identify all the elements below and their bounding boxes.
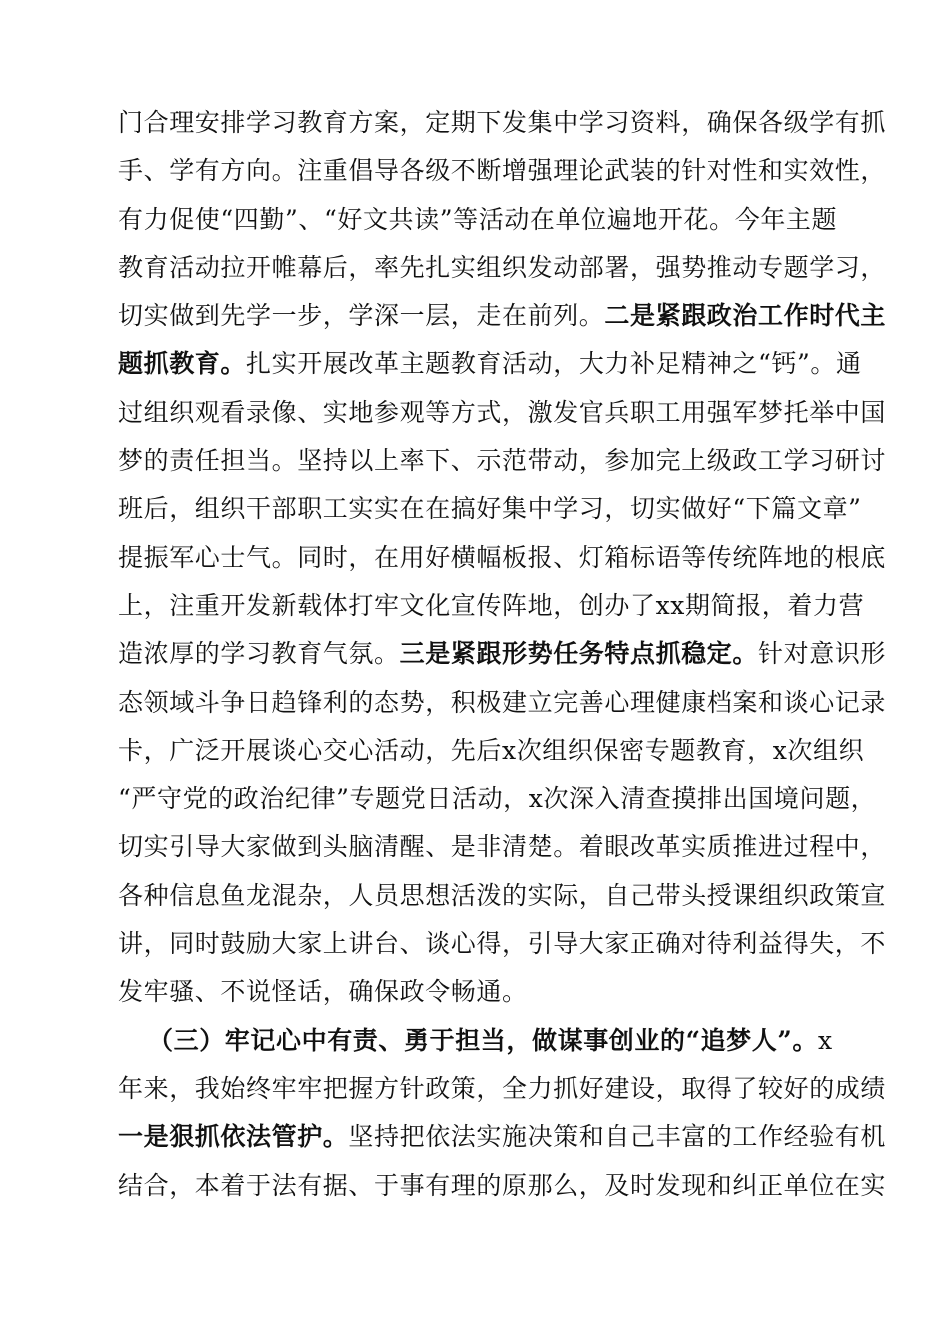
text-segment: 有力促使“四勤”、“好文共读”等活动在单位遍地开花。今年主题 bbox=[118, 204, 838, 234]
text-segment: 切实引导大家做到头脑清醒、是非清楚。着眼改革实质推进过程中， bbox=[118, 832, 887, 862]
bold-text-segment: 一是狠抓依法管护。 bbox=[118, 1122, 349, 1152]
text-line bbox=[118, 920, 887, 968]
bold-text-segment: （三）牢记心中有责、勇于担当，做谋事创业的“追梦人”。 bbox=[148, 1025, 818, 1055]
text-segment: 过组织观看录像、实地参观等方式，激发官兵职工用强军梦托举中国 bbox=[118, 397, 887, 427]
text-segment: 态领域斗争日趋锋利的态势，积极建立完善心理健康档案和谈心记录 bbox=[118, 687, 887, 717]
text-segment: 切实做到先学一步，学深一层，走在前列。 bbox=[118, 301, 605, 331]
text-line bbox=[118, 196, 878, 244]
text-segment: 手、学有方向。注重倡导各级不断增强理论武装的针对性和实效性， bbox=[118, 156, 887, 186]
text-line bbox=[118, 534, 887, 582]
text-line bbox=[118, 1162, 887, 1210]
bold-text-segment: 二是紧跟政治工作时代主 bbox=[604, 301, 887, 331]
text-line bbox=[118, 872, 887, 920]
text-line bbox=[118, 292, 887, 340]
text-line bbox=[118, 437, 887, 485]
text-segment: 门合理安排学习教育方案，定期下发集中学习资料，确保各级学有抓 bbox=[118, 108, 887, 137]
text-segment: x bbox=[817, 1025, 833, 1055]
text-line bbox=[118, 727, 878, 775]
text-segment: 班后，组织干部职工实实在在搞好集中学习，切实做好“下篇文章” bbox=[118, 494, 862, 524]
text-line bbox=[118, 1017, 878, 1065]
text-segment: 结合，本着于法有据、于事有理的原那么，及时发现和纠正单位在实 bbox=[118, 1170, 887, 1200]
text-segment: 造浓厚的学习教育气氛。 bbox=[118, 639, 400, 669]
text-segment: 针对意识形 bbox=[758, 639, 887, 669]
text-line bbox=[118, 679, 887, 727]
text-segment: 发牢骚、不说怪话，确保政令畅通。 bbox=[118, 977, 528, 1007]
text-line bbox=[118, 485, 878, 533]
text-line bbox=[118, 99, 887, 147]
text-line bbox=[118, 630, 887, 678]
bold-text-segment: 题抓教育。 bbox=[118, 349, 247, 379]
text-segment: 各种信息鱼龙混杂，人员思想活泼的实际，自己带头授课组织政策宣 bbox=[118, 880, 887, 910]
text-segment: 梦的责任担当。坚持以上率下、示范带动，参加完上级政工学习研讨 bbox=[118, 446, 887, 476]
text-line bbox=[118, 775, 878, 823]
text-line bbox=[118, 823, 887, 871]
text-line bbox=[118, 968, 878, 1016]
text-segment: 卡，广泛开展谈心交心活动，先后x次组织保密专题教育，x次组织 bbox=[118, 735, 865, 765]
text-segment: 提振军心士气。同时，在用好横幅板报、灯箱标语等传统阵地的根底 bbox=[118, 542, 887, 572]
text-line bbox=[118, 340, 878, 388]
text-segment: 扎实开展改革主题教育活动，大力补足精神之“钙”。通 bbox=[246, 349, 862, 379]
text-segment: 教育活动拉开帷幕后，率先扎实组织发动部署，强势推动专题学习， bbox=[118, 252, 887, 282]
text-segment: 年来，我始终牢牢把握方针政策，全力抓好建设，取得了较好的成绩 bbox=[118, 1073, 887, 1103]
text-line bbox=[118, 582, 878, 630]
document-body bbox=[118, 99, 887, 1210]
text-segment: 坚持把依法实施决策和自己丰富的工作经验有机 bbox=[348, 1122, 887, 1152]
text-line bbox=[118, 147, 887, 195]
text-line bbox=[118, 244, 887, 292]
text-line bbox=[118, 389, 887, 437]
text-line bbox=[118, 1113, 887, 1161]
text-segment: 讲，同时鼓励大家上讲台、谈心得，引导大家正确对待利益得失，不 bbox=[118, 929, 887, 959]
text-segment: “严守党的政治纪律”专题党日活动，x次深入清查摸排出国境问题， bbox=[118, 784, 877, 814]
text-line bbox=[118, 1065, 887, 1113]
text-segment: 上，注重开发新载体打牢文化宣传阵地，创办了xx期简报，着力营 bbox=[118, 590, 865, 620]
bold-text-segment: 三是紧跟形势任务特点抓稳定。 bbox=[399, 639, 759, 669]
